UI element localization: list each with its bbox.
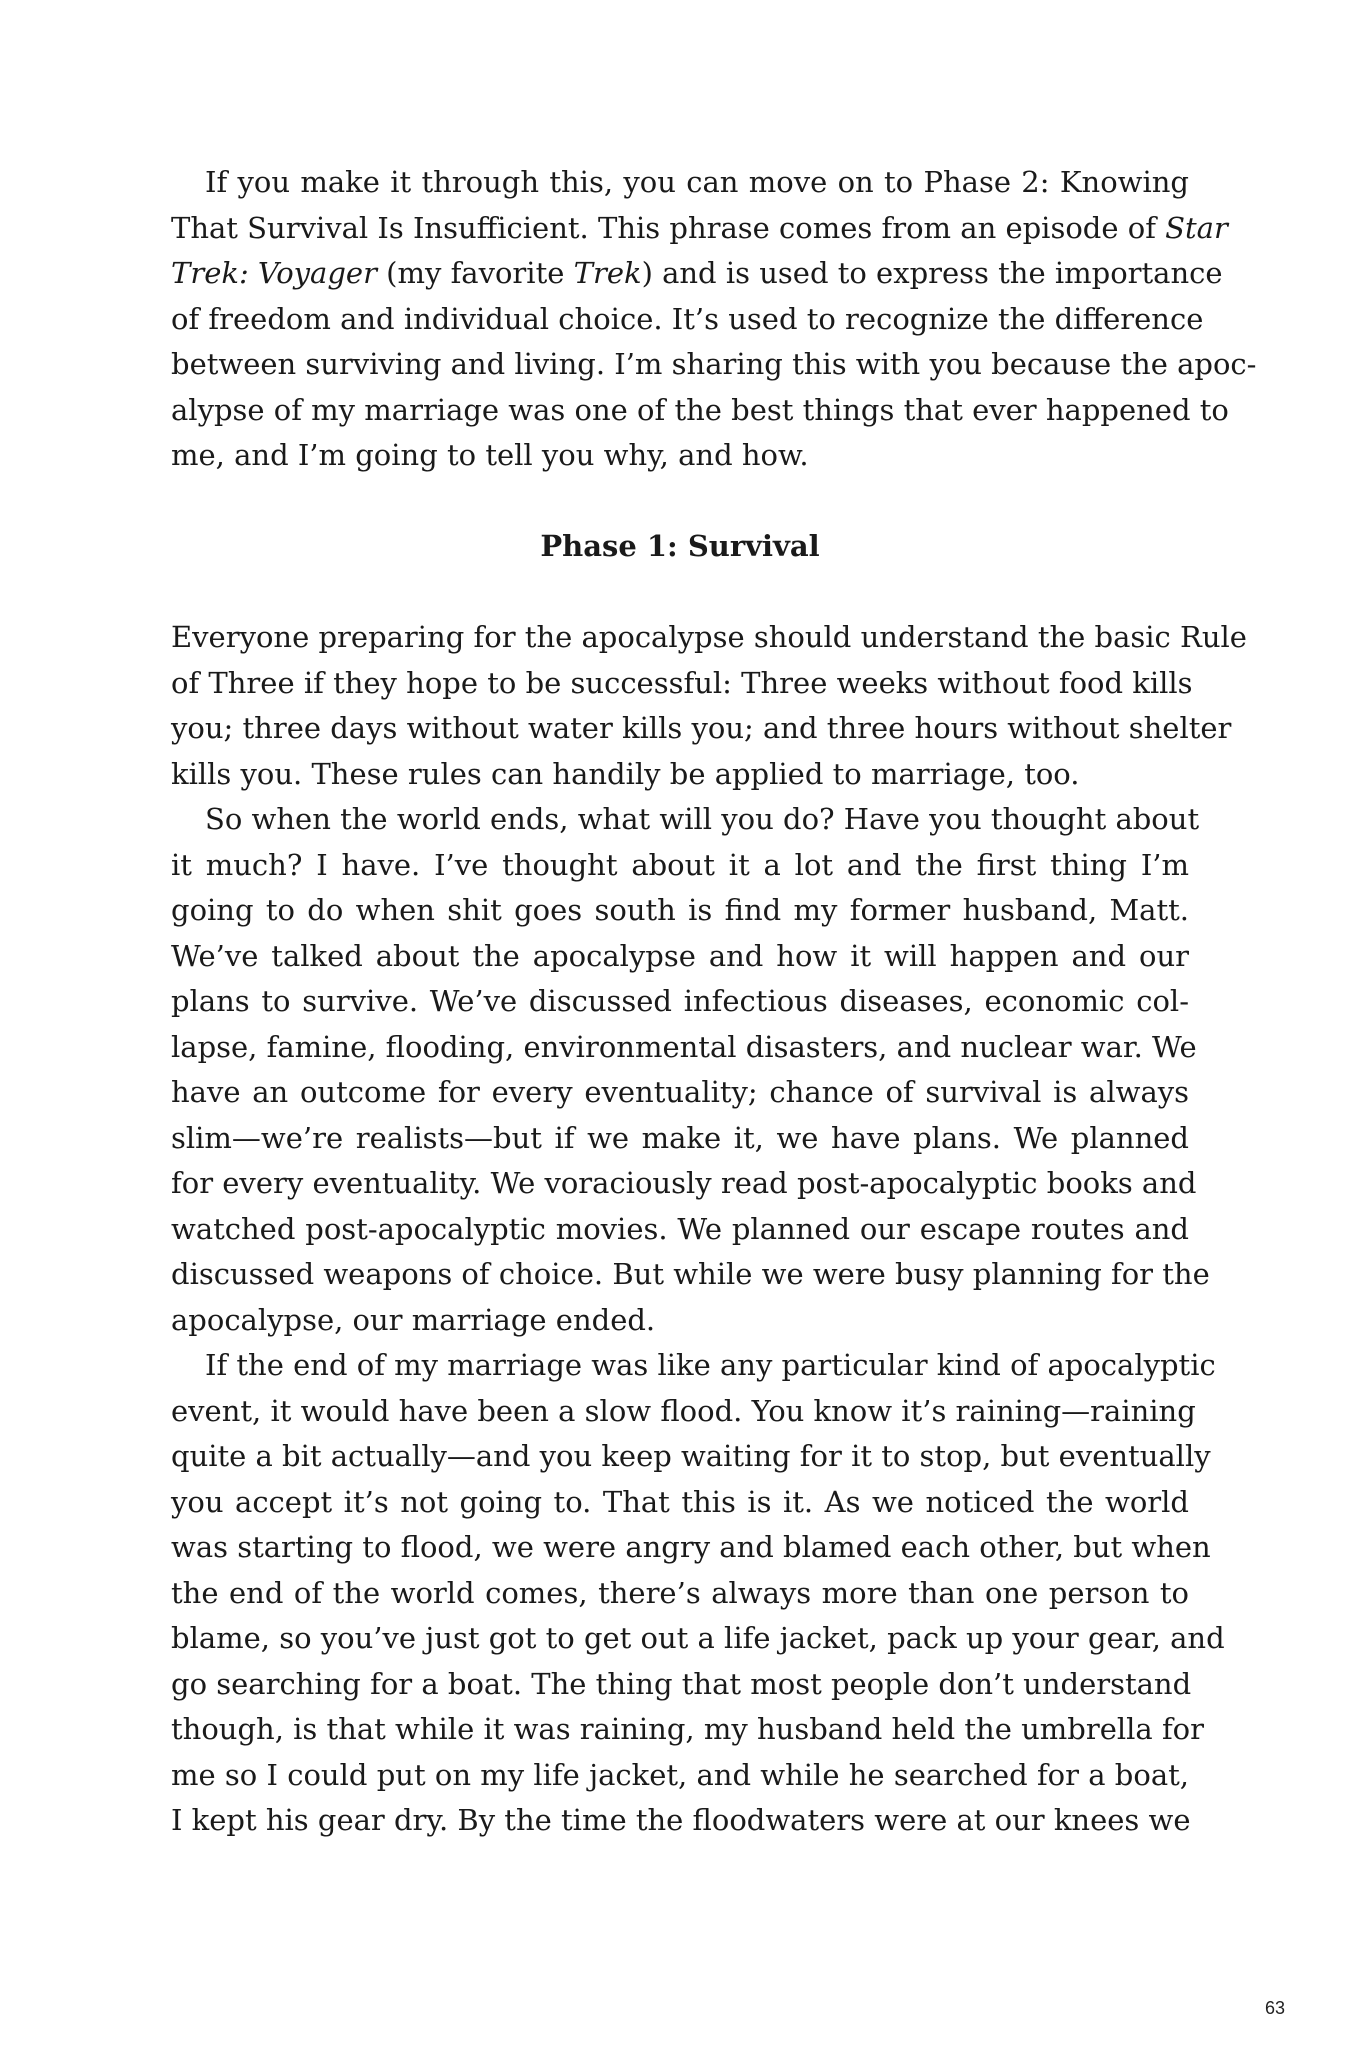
text-line: the end of the world comes, there’s always more than one person to: [171, 1575, 1189, 1610]
body-text: [171, 615, 1247, 1844]
text-line: quite a bit actually—and you keep waiting for it to stop, but eventually: [171, 1439, 1211, 1473]
text-line: Everyone preparing for the apocalypse should understand the basic Rule: [171, 620, 1247, 654]
text-line: So when the world ends, what will you do? Have you thought about: [205, 802, 1200, 836]
text-line: kills you. These rules can handily be applied to marriage, too.: [171, 756, 1080, 791]
section-heading: Phase 1: Survival: [540, 529, 820, 563]
text-line: event, it would have been a slow flood. You know it’s raining—raining: [171, 1393, 1196, 1428]
text-line: though, is that while it was raining, my husband held the umbrella for: [171, 1712, 1204, 1746]
text-line: I kept his gear dry. By the time the floodwaters were at our knees we: [171, 1803, 1191, 1837]
text-line: If you make it through this, you can move on to Phase 2: Knowing: [205, 165, 1189, 199]
italic-title: Trek: Voyager: [171, 256, 377, 290]
text-line: you accept it’s not going to. That this is it. As we noticed the world: [171, 1484, 1189, 1519]
text-line: slim—we’re realists—but if we make it, we have plans. We planned: [171, 1120, 1189, 1155]
text-line: was starting to flood, we were angry and blamed each other, but when: [171, 1530, 1211, 1564]
text-line: going to do when shit goes south is find my former husband, Matt.: [171, 893, 1189, 927]
text-line: between surviving and living. I’m sharing this with you because the apoc-: [171, 347, 1257, 381]
text-line: blame, so you’ve just got to get out a life jacket, pack up your gear, and: [171, 1621, 1225, 1655]
text-line: Trek: Voyager (my favorite Trek) and is used to express the importance: [171, 256, 1223, 290]
text-line: me so I could put on my life jacket, and while he searched for a boat,: [171, 1757, 1189, 1792]
text-line: alypse of my marriage was one of the best things that ever happened to: [171, 392, 1229, 427]
page-number: 63: [1265, 1998, 1286, 2018]
text-line: you; three days without water kills you; and three hours without shelter: [171, 711, 1232, 745]
text-line: apocalypse, our marriage ended.: [171, 1302, 656, 1337]
text-line: We’ve talked about the apocalypse and how it will happen and our: [171, 938, 1189, 973]
text-line: of Three if they hope to be successful: Three weeks without food kills: [171, 665, 1193, 700]
intro-paragraph: [171, 160, 1257, 479]
italic-title: Trek: [573, 256, 642, 290]
italic-title: Star: [1165, 210, 1228, 245]
text-line: for every eventuality. We voraciously read post-apocalyptic books and: [171, 1166, 1197, 1200]
text-line: me, and I’m going to tell you why, and how.: [171, 438, 809, 472]
text-line: If the end of my marriage was like any particular kind of apocalyptic: [205, 1348, 1216, 1382]
text-line: it much? I have. I’ve thought about it a lot and the first thing I’m: [171, 847, 1189, 882]
text-line: lapse, famine, flooding, environmental disasters, and nuclear war. We: [171, 1029, 1197, 1064]
text-line: of freedom and individual choice. It’s used to recognize the difference: [171, 301, 1204, 336]
text-line: discussed weapons of choice. But while we were busy planning for the: [171, 1257, 1210, 1291]
text-line: That Survival Is Insufficient. This phrase comes from an episode of Star: [171, 210, 1228, 245]
text-line: plans to survive. We’ve discussed infectious diseases, economic col-: [171, 984, 1189, 1018]
text-line: go searching for a boat. The thing that most people don’t understand: [171, 1666, 1192, 1701]
text-line: have an outcome for every eventuality; chance of survival is always: [171, 1075, 1189, 1109]
text-line: watched post-apocalyptic movies. We planned our escape routes and: [171, 1211, 1189, 1246]
